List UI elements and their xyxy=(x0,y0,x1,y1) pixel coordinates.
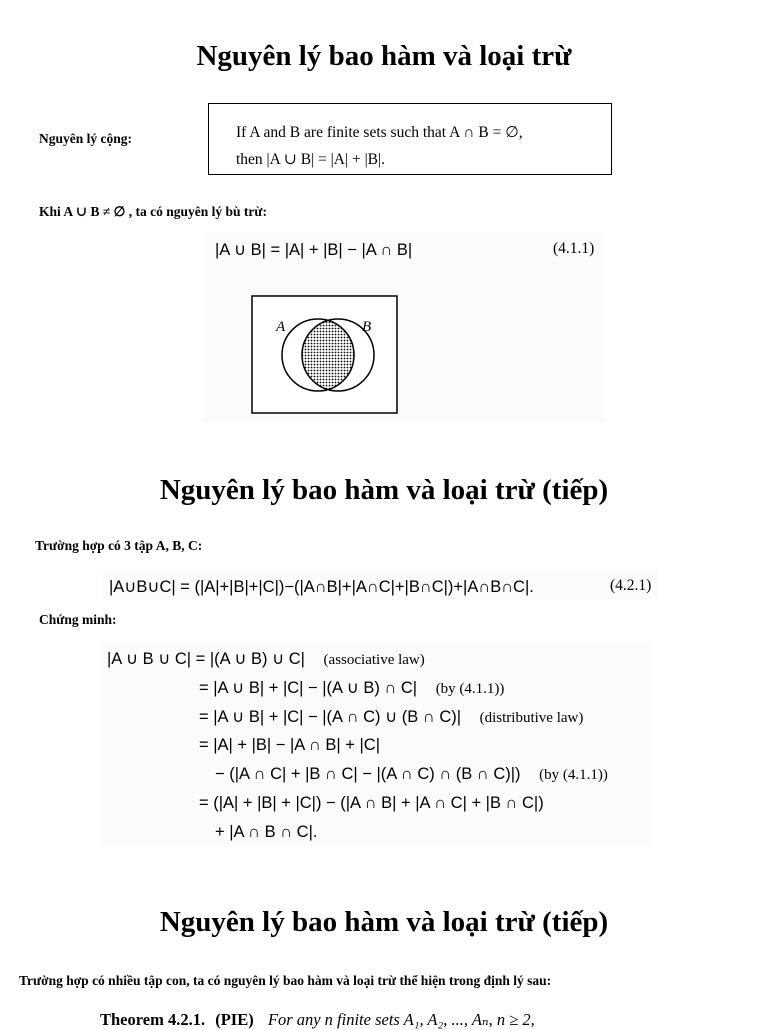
many-sets-intro: Trường hợp có nhiều tập con, ta có nguyên lý bao hàm và loại trừ thể hiện trong định lý sau: xyxy=(19,973,552,988)
pie-formula-2: |A ∪ B| = |A| + |B| − |A ∩ B| xyxy=(215,241,413,259)
pie-formula-3: |A∪B∪C| = (|A|+|B|+|C|)−(|A∩B|+|A∩C|+|B∩C|)+|A∩B∩C|. xyxy=(109,578,534,596)
proof-line-3 xyxy=(199,707,583,727)
sum-rule-box xyxy=(208,103,612,175)
proof-note: (by (4.1.1)) xyxy=(435,681,505,697)
section1-title: Nguyên lý bao hàm và loại trừ xyxy=(196,40,572,72)
proof-expr: = |A ∪ B| + |C| − |(A ∪ B) ∩ C| xyxy=(199,679,418,697)
proof-line-4 xyxy=(199,736,380,755)
proof-note: (by (4.1.1)) xyxy=(539,767,608,783)
sum-rule-line1: If A and B are finite sets such that A ∩ B = ∅, xyxy=(236,124,523,141)
proof-expr: = |A ∪ B| + |C| − |(A ∩ C) ∪ (B ∩ C)| xyxy=(199,708,462,726)
venn-label-a: A xyxy=(276,319,286,335)
theorem-heading: Theorem 4.2.1. xyxy=(100,1010,206,1029)
proof-expr: |A ∪ B ∪ C| = |(A ∪ B) ∪ C| xyxy=(107,650,305,668)
venn-label-b: B xyxy=(362,319,372,335)
proof-label: Chứng minh: xyxy=(39,612,117,627)
proof-line-2 xyxy=(199,678,504,698)
proof-expr: = (|A| + |B| + |C|) − (|A ∩ B| + |A ∩ C| + |B ∩ C|) xyxy=(199,794,544,812)
sum-rule-line2: then |A ∪ B| = |A| + |B|. xyxy=(236,151,385,168)
formula-number-4-2-1: (4.2.1) xyxy=(610,577,652,594)
venn-diagram xyxy=(250,294,402,416)
proof-expr: + |A ∩ B ∩ C|. xyxy=(215,823,318,841)
exclusion-intro: Khi A ∪ B ≠ ∅ , ta có nguyên lý bù trừ: xyxy=(39,204,267,219)
proof-line-6 xyxy=(199,794,544,813)
sum-rule-label: Nguyên lý cộng: xyxy=(39,131,133,146)
proof-note: (distributive law) xyxy=(479,710,584,726)
section2-title: Nguyên lý bao hàm và loại trừ (tiếp) xyxy=(159,474,609,506)
proof-expr: − (|A ∩ C| + |B ∩ C| − |(A ∩ C) ∩ (B ∩ C)|) xyxy=(215,765,521,783)
theorem-name: (PIE) xyxy=(215,1010,254,1029)
theorem-4-2-1 xyxy=(100,1010,535,1030)
section3-title: Nguyên lý bao hàm và loại trừ (tiếp) xyxy=(159,906,609,938)
proof-line-7 xyxy=(215,823,317,842)
three-sets-label: Trường hợp có 3 tập A, B, C: xyxy=(35,538,203,553)
proof-line-5 xyxy=(215,765,608,784)
theorem-text: For any n finite sets A₁, A₂, ..., Aₙ, n ≥ 2, xyxy=(267,1010,535,1029)
proof-expr: = |A| + |B| − |A ∩ B| + |C| xyxy=(199,736,380,754)
proof-line-1 xyxy=(107,649,425,669)
formula-number-4-1-1: (4.1.1) xyxy=(553,240,595,257)
proof-note: (associative law) xyxy=(323,652,425,668)
